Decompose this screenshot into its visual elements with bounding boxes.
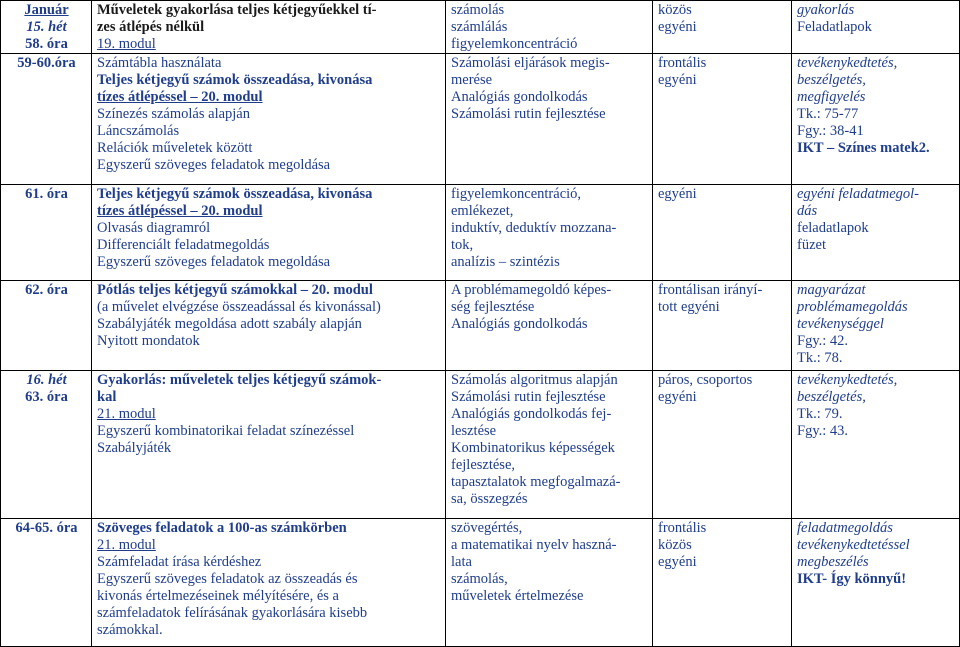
month-label: Január	[24, 2, 69, 18]
skill-item: merése	[451, 72, 493, 88]
method-item: Fgy.: 43.	[797, 423, 849, 439]
module-label: 21. modul	[97, 537, 156, 553]
activity-item: Egyszerű szöveges feladatok megoldása	[97, 157, 331, 173]
row-59-60	[1, 54, 960, 185]
method-item: tevékenykedtetés,	[797, 55, 898, 71]
row-62	[1, 281, 960, 371]
activity-item: Differenciált feladatmegoldás	[97, 237, 270, 253]
work-form: egyéni	[658, 19, 697, 35]
week-label: 16. hét	[26, 372, 67, 388]
work-form: közös	[658, 2, 692, 18]
time-cell-59-60	[1, 54, 92, 185]
skill-item: tapasztalatok megfogalmazá-	[451, 474, 621, 490]
content-cell-59-60	[92, 54, 446, 185]
topic-title: Teljes kétjegyű számok összeadása, kivonása	[97, 186, 373, 202]
lesson-label: 58. óra	[25, 36, 68, 52]
module-label: 21. modul	[97, 406, 156, 422]
work-cell-63	[653, 371, 792, 519]
work-cell-61	[653, 185, 792, 281]
skills-cell-63	[446, 371, 653, 519]
activity-item: számokkal.	[97, 622, 163, 638]
skill-item: lesztése	[451, 423, 497, 439]
skill-item: emlékezet,	[451, 203, 514, 219]
skills-cell-58	[446, 1, 653, 54]
method-item: dás	[797, 203, 818, 219]
activity-item: Színezés számolás alapján	[97, 106, 250, 122]
method-item: füzet	[797, 237, 826, 253]
method-item: egyéni feladatmegol-	[797, 186, 919, 202]
activity-item: Szabályjáték megoldása adott szabály alapján	[97, 316, 362, 332]
work-form: közös	[658, 537, 692, 553]
work-form: frontális	[658, 55, 707, 71]
content-cell-64-65	[92, 519, 446, 647]
content-cell-61	[92, 185, 446, 281]
topic-title: Szöveges feladatok a 100-as számkörben	[97, 520, 347, 536]
topic-title: Pótlás teljes kétjegyű számokkal – 20. modul	[97, 282, 373, 298]
content-cell-63	[92, 371, 446, 519]
module-label: 19. modul	[97, 36, 156, 52]
activity-item: kivonás értelmezéseinek mélyítésére, és a	[97, 588, 339, 604]
row-61	[1, 185, 960, 281]
work-cell-59-60	[653, 54, 792, 185]
activity-item: számfeladatok felírásának gyakorlására kisebb	[97, 605, 368, 621]
skill-item: műveletek értelmezése	[451, 588, 584, 604]
row-63	[1, 371, 960, 519]
row-58	[1, 1, 960, 54]
skill-item: szövegértés,	[451, 520, 523, 536]
method-item: feladatlapok	[797, 220, 869, 236]
skills-cell-59-60	[446, 54, 653, 185]
methods-cell-61	[792, 185, 960, 281]
skills-cell-62	[446, 281, 653, 371]
method-item: Tk.: 78.	[797, 350, 843, 366]
method-item: feladatmegoldás	[797, 520, 893, 536]
skill-item: Analógiás gondolkodás fej-	[451, 406, 612, 422]
skill-item: figyelemkoncentráció	[451, 36, 578, 52]
topic-title-module: tízes átlépéssel – 20. modul	[97, 89, 263, 105]
lesson-label: 63. óra	[25, 389, 68, 405]
work-form: egyéni	[658, 186, 697, 202]
activity-item: Egyszerű kombinatorikai feladat színezéssel	[97, 423, 355, 439]
activity-item: (a művelet elvégzése összeadással és kivonással)	[97, 299, 381, 315]
time-cell-63	[1, 371, 92, 519]
content-cell-62	[92, 281, 446, 371]
activity-item: Olvasás diagramról	[97, 220, 211, 236]
methods-cell-63	[792, 371, 960, 519]
topic-title-wrap	[97, 282, 441, 299]
activity-item: Nyitott mondatok	[97, 333, 200, 349]
lesson-label: 64-65. óra	[15, 520, 78, 536]
method-item: Tk.: 79.	[797, 406, 843, 422]
lesson-label: 61. óra	[25, 186, 68, 202]
skill-item: Számolási rutin fejlesztése	[451, 106, 606, 122]
skill-item: Analógiás gondolkodás	[451, 316, 588, 332]
work-form: tott egyéni	[658, 299, 720, 315]
work-form: egyéni	[658, 554, 697, 570]
method-item: problémamegoldás	[797, 299, 908, 315]
topic-title: Műveletek gyakorlása teljes kétjegyűekkel tí-	[97, 2, 377, 18]
method-item: tevékenységgel	[797, 316, 884, 332]
skills-cell-64-65	[446, 519, 653, 647]
skill-item: számolás,	[451, 571, 508, 587]
activity-item: Láncszámolás	[97, 123, 180, 139]
methods-cell-62	[792, 281, 960, 371]
skills-cell-61	[446, 185, 653, 281]
activity-item: Relációk műveletek között	[97, 140, 253, 156]
content-cell-58	[92, 1, 446, 54]
work-cell-58	[653, 1, 792, 54]
method-item: beszélgetés,	[797, 389, 866, 405]
topic-title-cont: zes átlépés nélkül	[97, 19, 205, 35]
lesson-label: 59-60.óra	[17, 55, 76, 71]
method-item: Feladatlapok	[797, 19, 872, 35]
activity-item: Számfeladat írása kérdéshez	[97, 554, 262, 570]
time-cell-64-65	[1, 519, 92, 647]
week-label: 15. hét	[26, 19, 67, 35]
skill-item: Kombinatorikus képességek	[451, 440, 615, 456]
activity-item: Egyszerű szöveges feladatok az összeadás és	[97, 571, 358, 587]
method-item: magyarázat	[797, 282, 866, 298]
method-item: IKT- Így könnyű!	[797, 571, 907, 587]
work-form: páros, csoportos	[658, 372, 753, 388]
method-item: Fgy.: 42.	[797, 333, 849, 349]
skill-item: Számolás algoritmus alapján	[451, 372, 618, 388]
skill-item: lata	[451, 554, 472, 570]
method-item: Fgy.: 38-41	[797, 123, 864, 139]
skill-item: Számolási eljárások megis-	[451, 55, 610, 71]
skill-item: figyelemkoncentráció,	[451, 186, 582, 202]
skill-item: A problémamegoldó képes-	[451, 282, 612, 298]
method-item: beszélgetés,	[797, 72, 866, 88]
topic-title: Gyakorlás: műveletek teljes kétjegyű számok-	[97, 372, 382, 388]
work-cell-62	[653, 281, 792, 371]
activity-item: Egyszerű szöveges feladatok megoldása	[97, 254, 331, 270]
skill-item: analízis – szintézis	[451, 254, 560, 270]
skill-item: fejlesztése,	[451, 457, 516, 473]
skill-item: sa, összegzés	[451, 491, 528, 507]
topic-title: Teljes kétjegyű számok összeadása, kivonása	[97, 72, 373, 88]
method-item: megfigyelés	[797, 89, 866, 105]
activity-item: Szabályjáték	[97, 440, 172, 456]
row-64-65	[1, 519, 960, 647]
skill-item: tok,	[451, 237, 474, 253]
skill-item: Számolási rutin fejlesztése	[451, 389, 606, 405]
skill-item: a matematikai nyelv haszná-	[451, 537, 617, 553]
skill-item: ség fejlesztése	[451, 299, 535, 315]
methods-cell-59-60	[792, 54, 960, 185]
time-cell-62	[1, 281, 92, 371]
method-item: Tk.: 75-77	[797, 106, 859, 122]
skill-item: számolás	[451, 2, 505, 18]
activity-item: Számtábla használata	[97, 55, 222, 71]
work-form: frontális	[658, 520, 707, 536]
skill-item: induktív, deduktív mozzana-	[451, 220, 617, 236]
work-form: frontálisan irányí-	[658, 282, 763, 298]
methods-cell-64-65	[792, 519, 960, 647]
methods-cell-58	[792, 1, 960, 54]
method-item: tevékenykedtetés,	[797, 372, 898, 388]
topic-title-module: tízes átlépéssel – 20. modul	[97, 203, 263, 219]
work-form: egyéni	[658, 72, 697, 88]
method-item: gyakorlás	[797, 2, 855, 18]
method-item: tevékenykedtetéssel	[797, 537, 910, 553]
skill-item: Analógiás gondolkodás	[451, 89, 588, 105]
time-cell-61	[1, 185, 92, 281]
method-item: IKT – Színes matek2.	[797, 140, 930, 156]
lesson-label: 62. óra	[25, 282, 68, 298]
skill-item: számlálás	[451, 19, 508, 35]
method-item: megbeszélés	[797, 554, 869, 570]
topic-title-cont: kal	[97, 389, 117, 405]
work-form: egyéni	[658, 389, 697, 405]
time-cell-58	[1, 1, 92, 54]
work-cell-64-65	[653, 519, 792, 647]
